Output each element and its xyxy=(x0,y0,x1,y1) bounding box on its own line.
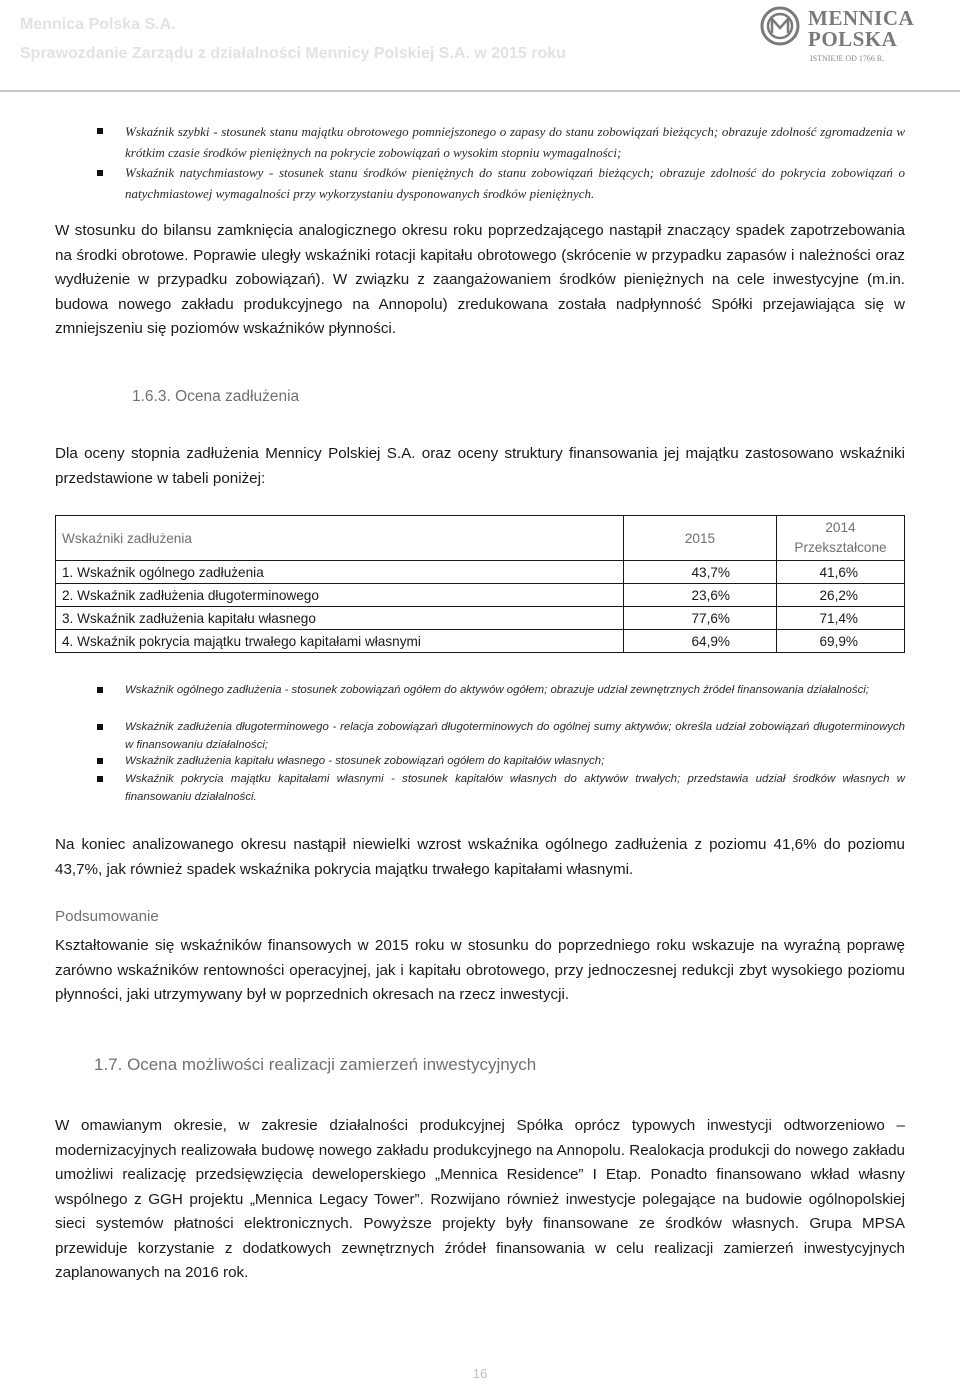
paragraph-liquidity: W stosunku do bilansu zamknięcia analogicznego okresu roku poprzedzającego nastąpił znaczący spadek zapotrzebowania na środki obrotowe. Poprawie uległy wskaźniki rotacji kapitału obrotowego (skrócenie w przypadku zapasów i należności oraz wydłużenie w przypadku zobowiązań). W związku z zaangażowaniem środków pieniężnych na cele inwestycyjne (m.in. budowa nowego zakładu produkcyjnego na Annopolu) zredukowana została nadpłynność Spółki przejawiająca się w zmniejszeniu się poziomów wskaźników płynności. xyxy=(55,222,905,337)
table-cell-2015: 64,9% xyxy=(624,630,777,653)
table-cell-label: 4. Wskaźnik pokrycia majątku trwałego kapitałami własnymi xyxy=(56,630,624,653)
table-cell-2015: 43,7% xyxy=(624,561,777,584)
section-heading-1-6-3: 1.6.3. Ocena zadłużenia xyxy=(132,388,300,405)
section-heading-1-7: 1.7. Ocena możliwości realizacji zamierzeń inwestycyjnych xyxy=(94,1055,537,1074)
header-rule xyxy=(0,90,960,92)
bullet-icon xyxy=(97,687,103,693)
debt-bullet-equity: Wskaźnik zadłużenia kapitału własnego - stosunek zobowiązań ogółem do kapitałów własnych; xyxy=(125,755,605,767)
table-header-label: Wskaźniki zadłużenia xyxy=(56,516,624,561)
debt-bullet-general: Wskaźnik ogólnego zadłużenia - stosunek zobowiązań ogółem do aktywów ogółem; obrazuje udział zewnętrznych źródeł finansowania działalności; xyxy=(125,684,869,696)
table-cell-label: 3. Wskaźnik zadłużenia kapitału własnego xyxy=(56,607,624,630)
debt-ratios-table xyxy=(55,515,905,653)
table-row xyxy=(56,561,905,584)
table-cell-2014: 69,9% xyxy=(777,630,905,653)
paragraph-investments: W omawianym okresie, w zakresie działalności produkcyjnej Spółka oprócz typowych inwestycji odtworzeniowo – modernizacyjnych realizowała budowę nowego zakładu produkcyjnego na Annopolu. Realokacja produkcji do nowego zakładu umożliwi realizację przedsięwzięcia deweloperskiego „Mennica Residence” I Etap. Ponadto finansowano wkład własny wspólnego z GGH projektu „Mennica Legacy Tower”. Rozwijano również inwestycje polegające na budowie ogólnopolskiej sieci systemów płatności elektronicznych. Powyższe projekty były finansowane ze środków własnych. Grupa MPSA przewiduje korzystanie z dodatkowych zewnętrznych źródeł finansowania w celu realizacji zamierzeń inwestycyjnych zaplanowanych na 2016 rok. xyxy=(55,1117,905,1281)
table-header-2014 xyxy=(777,516,905,561)
mennica-logo xyxy=(760,4,950,70)
summary-heading: Podsumowanie xyxy=(55,908,159,925)
table-row xyxy=(56,607,905,630)
table-cell-label: 1. Wskaźnik ogólnego zadłużenia xyxy=(56,561,624,584)
page-number: 16 xyxy=(472,1366,488,1381)
liquidity-bullet-quick: Wskaźnik szybki - stosunek stanu majątku obrotowego pomniejszonego o zapasy do stanu zobowiązań bieżących; obrazuje zdolność zgromadzenia w krótkim czasie środków pieniężnych na pokrycie zobowiązań o wysokim stopniu wymagalności; xyxy=(125,124,905,160)
bullet-icon xyxy=(97,724,103,730)
paragraph-debt-summary: Na koniec analizowanego okresu nastąpił niewielki wzrost wskaźnika ogólnego zadłużenia z poziomu 41,6% do poziomu 43,7%, jak również spadek wskaźnika pokrycia majątku trwałego kapitałami własnymi. xyxy=(55,836,905,878)
debt-bullet-longterm: Wskaźnik zadłużenia długoterminowego - relacja zobowiązań długoterminowych do ogólnej sumy aktywów; określa udział zobowiązań długoterminowych w finansowaniu działalności; xyxy=(125,721,905,751)
header-report-title: Sprawozdanie Zarządu z działalności Mennicy Polskiej S.A. w 2015 roku xyxy=(20,45,566,62)
table-header-2015: 2015 xyxy=(624,516,777,561)
debt-bullet-coverage: Wskaźnik pokrycia majątku kapitałami własnymi - stosunek kapitałów własnych do aktywów trwałych; przedstawia udział środków własnych w finansowaniu działalności. xyxy=(125,773,905,803)
table-cell-label: 2. Wskaźnik zadłużenia długoterminowego xyxy=(56,584,624,607)
logo-since: ISTNIEJE OD 1766 R. xyxy=(810,54,885,63)
table-cell-2014: 26,2% xyxy=(777,584,905,607)
table-header-row xyxy=(56,516,905,561)
paragraph-summary: Kształtowanie się wskaźników finansowych w 2015 roku w stosunku do poprzedniego roku wskazuje na wyraźną poprawę zarówno wskaźników rentowności operacyjnej, jak i kapitału obrotowego, przy jednoczesnej redukcji zbyt wysokiego poziomu płynności, jaki utrzymywany był w poprzednich okresach na rzecz inwestycji. xyxy=(55,937,905,1003)
header-company: Mennica Polska S.A. xyxy=(20,16,176,33)
table-header-2014-restated: Przekształcone xyxy=(794,540,887,555)
bullet-icon xyxy=(97,128,103,134)
table-cell-2014: 71,4% xyxy=(777,607,905,630)
paragraph-debt-intro: Dla oceny stopnia zadłużenia Mennicy Polskiej S.A. oraz oceny struktury finansowania jej majątku zastosowano wskaźniki przedstawione w tabeli poniżej: xyxy=(55,445,905,487)
table-cell-2015: 77,6% xyxy=(624,607,777,630)
table-row xyxy=(56,630,905,653)
logo-wordmark-line1: MENNICA xyxy=(808,6,915,30)
bullet-icon xyxy=(97,758,103,764)
page-header xyxy=(0,0,960,92)
logo-wordmark-line2: POLSKA xyxy=(808,27,898,51)
bullet-icon xyxy=(97,170,103,176)
table-header-2014-year: 2014 xyxy=(825,520,856,535)
table-cell-2014: 41,6% xyxy=(777,561,905,584)
table-cell-2015: 23,6% xyxy=(624,584,777,607)
mint-emblem-icon xyxy=(760,6,800,46)
bullet-icon xyxy=(97,776,103,782)
liquidity-bullet-instant: Wskaźnik natychmiastowy - stosunek stanu środków pieniężnych do stanu zobowiązań bieżących; obrazuje zdolność do pokrycia zobowiązań o natychmiastowej wymagalności przy wykorzystaniu dysponowanych środków pieniężnych. xyxy=(125,165,905,201)
table-row xyxy=(56,584,905,607)
